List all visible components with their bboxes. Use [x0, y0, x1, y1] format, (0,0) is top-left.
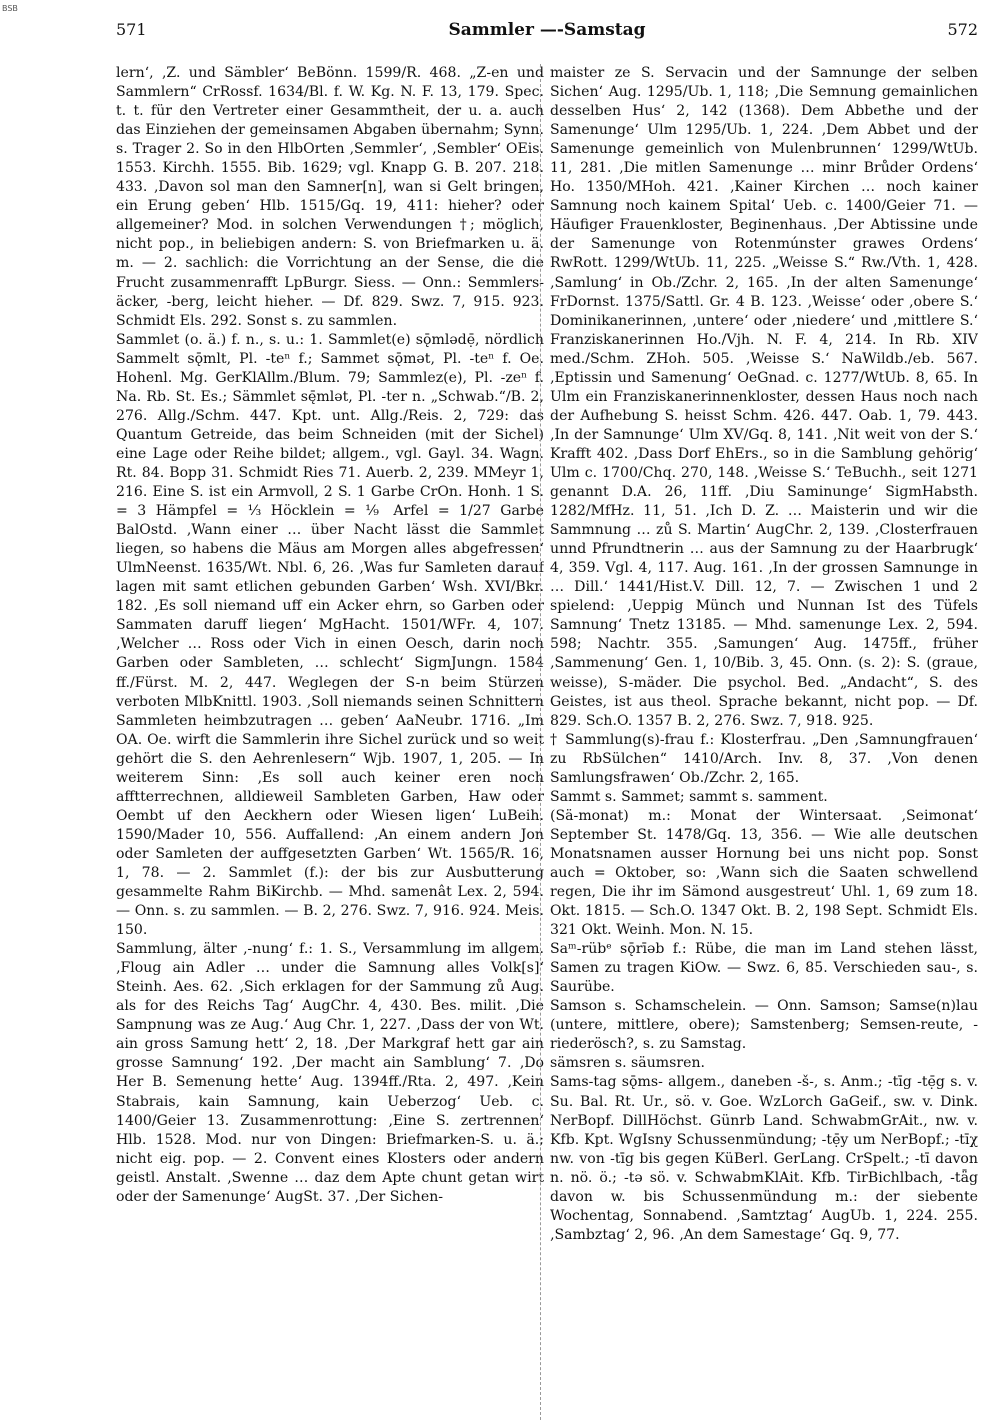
page-number-right: 572	[947, 20, 978, 39]
entry-sammt: Sammt s. Sammet; sammt s. samment.	[550, 788, 828, 805]
running-title: Sammler —-Samstag	[448, 20, 646, 40]
entry-sammlung-continued: maister ze S. Servacin und der Samnunge der selben Sichen‘ Aug. 1295/Ub. 1, 118; ‚Die Semnung gemainlichen desselben Hus‘ 2, 142 (1368). Dem Abbethe und der Samenunge‘ Ulm 1295/Ub. 1, 224. ‚Dem Abbet und der Samenunge gemeinlich von Mulenbrunnen‘ 1299/WtUb. 11, 281. ‚Die mitlen Samenunge … minr Brůder Ordens‘ Ho. 1350/MHoh. 421. ‚Kainer Kirchen … noch kainer Samnung noch kainem Spital‘ Ueb. c. 1400/Geier 71. — Häufiger Frauenkloster, Beginenhaus. ‚Der Abtissine unde der Samenunge von Rotenmúnster grawes Ordens‘ RwRott. 1299/WtUb. 11, 225. „Weisse S.“ Rw./Vth. 1, 428. ‚Samlung‘ in Ob./Zchr. 2, 165. ‚In der alten Samenunge‘ FrDornst. 1375/Sattl. Gr. 4 B. 123. ‚Weisse‘ oder ‚obere S.‘ Dominikanerinnen, ‚untere‘ oder ‚niedere‘ und ‚mittlere S.‘ Franziskanerinnen Ho./Vjh. N. F. 4, 214. In Rb. XIV med./Schm. ZHoh. 505. ‚Weisse S.‘ NaWildb./eb. 567. ‚Eptissin und Samenung‘ OeGnad. c. 1277/WtUb. 8, 65. In Ulm ein Franziskanerinnenkloster, dessen Haus noch nach der Aufhebung S. heisst Schm. 426. 447. Oab. 1, 79. 443. ‚In der Samnunge‘ Ulm XV/Gq. 8, 141. ‚Nit weit von der S.‘ Krafft 402. ‚Dass Dorf EhErs., so in die Samblung gehörig‘ Ulm c. 1700/Chq. 270, 148. ‚Weisse S.‘ TeBuchh., seit 1271 genannt D.A. 26, 11ff. ‚Diu Saminunge‘ SigmHabsth. 1282/MfHz. 11, 51. ‚Ich D. Z. … Maisterin und wir die Sammnung … zů S. Martin‘ AugChr. 2, 139. ‚Closterfrauen unnd Pfrundtnerin … aus der Samnung zu der Haarbrugk‘ 4, 359. Vgl. 4, 117. Aug. 161. ‚In der grossen Samnunge in … Dill.‘ 1441/Hist.V. Dill. 12, 7. — Zwischen 1 und 2 spielend: ‚Ueppig Münch und Nunnan Ist des Tüfels Samnung‘ Tnetz 13185. — Mhd. samenunge Lex. 2, 594. 598; Nachtr. 355. ‚Samungen‘ Aug. 1475ff., früher ‚Sammenung‘ Gen. 1, 10/Bib. 3, 45. Onn. (s. 2): S. (graue, weisse), S-mäder. Die psychol. Bed. „Andacht“, S. des Geistes, ist aus theol. Sprache bekannt, nicht pop. — Df. 829. Sch.O. 1357 B. 2, 276. Swz. 7, 918. 925.	[550, 65, 978, 729]
entry-sammlung: Sammlung, älter ‚-nung‘ f.: 1. S., Versammlung im allgem. ‚Floug ain Adler … under die Samnung alles Volk[s]‘ Steinh. Aes. 62. ‚Sich erklagen for der Sammung zů Aug. als for des Reichs Tag‘ AugChr. 4, 430. Bes. milit. ‚Die Sampnung was ze Aug.‘ Aug Chr. 1, 227. ‚Dass der von Wt. ain gross Samung hett‘ 2, 18. ‚Der Markgraf hett gar ain grosse Samnung‘ 192. ‚Der macht ain Samblung‘ 7. ‚Do Her B. Semenung hette‘ Aug. 1394ff./Rta. 2, 497. ‚Kein Stabrais, kain Samnung, kain Ueberzog‘ Ueb. c. 1400/Geier 13. Zusammenrottung: ‚Eine S. zertrennen‘ Hlb. 1528. Mod. nur von Dingen: Briefmarken-S. u. ä.; nicht eig. pop. — 2. Convent eines Klosters oder andern geistl. Anstalt. ‚Swenne … daz dem Apte chunt getan wirt oder der Samenunge‘ AugSt. 37. ‚Der Sichen-	[116, 941, 544, 1205]
left-column	[116, 64, 544, 1420]
entry-samstag: Sams-tag sǭms- allgem., daneben -š-, s. Anm.; -tīg -tẹ̄g s. v. Su. Bal. Rt. Ur., sö. v. Goe. WzLorch GaGeif., sw. v. Dink. NerBopf. DillHöchst. Günrb Land. SchwabmGrAit., nw. v. Kfb. Kpt. WgIsny Schussenmündung; -tẹ̄y um NerBopf.; -tīχ nw. von -tīg bis gegen KüBerl. GerLang. CrSpelt.; -tī davon n. nö. ö.; -tə sö. v. SchwabmKlAit. Kfb. TirBichlbach, -tǟg davon w. bis Schussenmündung m.: der siebente Wochentag, Sonnabend. ‚Samtztag‘ AugUb. 1, 224. 255. ‚Sambztag‘ 2, 96. ‚An dem Samestage‘ Gq. 9, 77.	[550, 1074, 978, 1243]
library-stamp: BSB	[2, 4, 18, 13]
entry-saemonat: (Sä-monat) m.: Monat der Wintersaat. ‚Seimonat‘ September St. 1478/Gq. 13, 356. — Wie alle deutschen Monatsnamen ausser Hornung bei uns nicht pop. Sonst auch = Oktober, so: ‚Wann sich die Saaten schwellend regen, Die ihr im Sämond ausgestreut‘ Uhl. 1, 69 zum 18. Okt. 1815. — Sch.O. 1347 Okt. B. 2, 198 Sept. Schmidt Els. 321 Okt. Weinh. Mon. N. 15.	[550, 807, 978, 939]
entry-sammlungsfrau: † Sammlung(s)-frau f.: Klosterfrau. „Den ‚Samnungfrauen‘ zu RbSülchen“ 1410/Arch. Inv. 8, 37. ‚Von denen Samlungsfrawen‘ Ob./Zchr. 2, 165.	[550, 731, 978, 786]
entry-sammlet: Sammlet (o. ä.) f. n., s. u.: 1. Sammlet(e) sǭmlədẹ̄, nördlich Sammelt sǭmlt, Pl. -teⁿ f.; Sammet sǭmət, Pl. -teⁿ f. Oe. Hohenl. Mg. GerKlAllm./Blum. 79; Sammlez(e), Pl. -zeⁿ f. Na. Rb. St. Es.; Sämmlet sę̄mlət, Pl. -ter n. „Schwab.“/B. 2, 276. Allg./Schm. 447. Kpt. unt. Allg./Reis. 2, 729: das Quantum Getreide, das beim Schneiden (mit der Sichel) eine Lage oder Reihe bildet; allgem., vgl. Gayl. 34. Wagn. Rt. 84. Bopp 31. Schmidt Ries 71. Auerb. 2, 239. MMeyr 1, 216. Eine S. ist ein Armvoll, 2 S. 1 Garbe CrOn. Honh. 1 S. = 3 Hämpfel = ⅓ Höcklein = ⅑ Arfel = 1/27 Garbe BalOstd. ‚Wann einer … über Nacht lässt die Sammlet liegen, so habens die Mäus am Morgen alles abgefressen‘ UlmNeenst. 1635/Wt. Nbl. 6, 26. ‚Was fur Samleten darauf lagen mit samt etlichen gebunden Garben‘ Wsh. XVI/Bkr. 182. ‚Es soll niemand uff ein Acker ehrn, so Garben oder Sammaten daruff liegen‘ MgHacht. 1501/WFr. 4, 107. ‚Welcher … Ross oder Vich in einen Oesch, darin noch Garben oder Sambleten, … schlecht‘ SigmJungn. 1584 ff./Fürst. M. 2, 447. Weglegen der S-n beim Stürzen verboten MlbKnittl. 1903. ‚Soll niemands seinen Schnittern Sammleten heimbzutragen … geben‘ AaNeubr. 1716. „Im OA. Oe. wirft die Sammlerin ihre Sichel zurück und so weit gehört die S. den Aehrenlesern“ Wjb. 1907, 1, 205. — In weiterem Sinn: ‚Es soll auch keiner eren noch afftterrechnen, alldieweil Sambleten Garben, Haw oder Oembt uf den Aeckhern oder Wiesen ligen‘ LuBeih. 1590/Mader 10, 556. Auffallend: ‚An einem andern Jon oder Samleten der auffgesetzten Garben‘ Wt. 1565/R. 16, 1, 78. — 2. Sammlet (f.): der bis zur Ausbutterung gesammelte Rahm BiKirchb. — Mhd. samenât Lex. 2, 594. — Onn. s. zu sammlen. — B. 2, 276. Swz. 7, 916. 924. Meis. 150.	[116, 331, 544, 939]
entry-continuation: lern‘, ‚Z. und Sämbler‘ BeBönn. 1599/R. 468. „Z-en und Sammlern“ CrRossf. 1634/Bl. f. W. Kg. N. F. 13, 179. Spec. t. t. für den Vertreter einer Gesammtheit, der u. a. auch das Einziehen der gemeinsamen Abgaben übernahm; Synn. s. Trager 2. So in den HlbOrten ‚Semmler‘, ‚Sembler‘ OEis. 1553. Kirchh. 1555. Bib. 1629; vgl. Knapp G. B. 207. 218. 433. ‚Davon sol man den Samner[n], wan si Gelt bringen, ein Erung geben‘ Hlb. 1515/Gq. 19, 411: hieher? oder allgemeiner? Mod. in solchen Verwendungen †; möglich, nicht pop., in beliebigen andern: S. von Briefmarken u. ä. m. — 2. sachlich: die Vorrichtung an der Sense, die die Frucht zusammenrafft LpBurgr. Siess. — Onn.: Semmlers-äcker, -berg, leicht hieher. — Df. 829. Swz. 7, 915. 923. Schmidt Els. 292. Sonst s. zu sammlen.	[116, 65, 544, 329]
page-number-left: 571	[116, 20, 147, 39]
entry-samruebe: Saᵐ-rübᵉ sǭrīəb f.: Rübe, die man im Land stehen lässt, Samen zu tragen KiOw. — Swz. 6, 85. Verschieden sau-, s. Saurübe.	[550, 941, 978, 996]
entry-saemsren: sämsren s. säumsren.	[550, 1055, 706, 1072]
page-header	[116, 20, 978, 44]
right-column	[550, 64, 978, 1420]
entry-samson: Samson s. Schamschelein. — Onn. Samson; Samse(n)lau (untere, mittlere, obere); Samstenberg; Semsen-reute, -riederösch?, s. zu Samstag.	[550, 998, 978, 1053]
column-divider	[540, 64, 541, 1420]
